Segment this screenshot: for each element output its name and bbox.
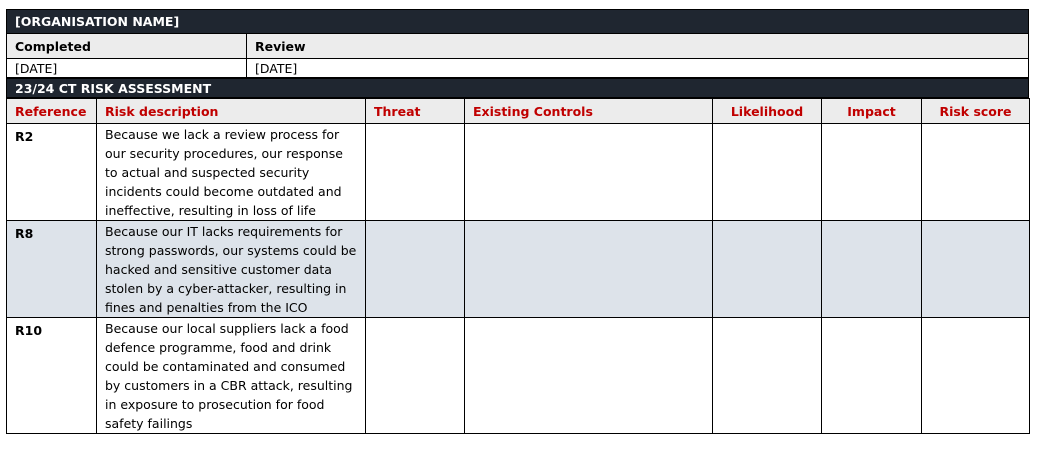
existing-controls-cell[interactable] xyxy=(465,124,713,221)
review-label: Review xyxy=(247,34,1028,59)
table-row xyxy=(7,221,1030,318)
threat-cell[interactable] xyxy=(366,318,465,434)
reference-cell[interactable]: R2 xyxy=(7,124,97,221)
likelihood-cell[interactable] xyxy=(713,221,822,318)
column-header-risk-description: Risk description xyxy=(97,99,366,124)
table-header-row xyxy=(7,99,1030,124)
organisation-name: [ORGANISATION NAME] xyxy=(15,14,180,29)
review-date[interactable]: [DATE] xyxy=(247,59,1028,78)
column-header-reference: Reference xyxy=(7,99,97,124)
likelihood-cell[interactable] xyxy=(713,318,822,434)
reference-cell[interactable]: R10 xyxy=(7,318,97,434)
column-header-existing-controls: Existing Controls xyxy=(465,99,713,124)
completed-date[interactable]: [DATE] xyxy=(7,59,247,78)
column-header-likelihood: Likelihood xyxy=(713,99,822,124)
threat-cell[interactable] xyxy=(366,124,465,221)
completed-label: Completed xyxy=(7,34,247,59)
threat-cell[interactable] xyxy=(366,221,465,318)
column-header-risk-score: Risk score xyxy=(922,99,1030,124)
dates-value-row xyxy=(6,59,1029,78)
risk-score-cell[interactable] xyxy=(922,124,1030,221)
column-header-impact: Impact xyxy=(822,99,922,124)
risk-score-cell[interactable] xyxy=(922,318,1030,434)
risk-assessment-sheet xyxy=(6,9,1029,434)
risk-score-cell[interactable] xyxy=(922,221,1030,318)
impact-cell[interactable] xyxy=(822,221,922,318)
likelihood-cell[interactable] xyxy=(713,124,822,221)
impact-cell[interactable] xyxy=(822,318,922,434)
section-title-bar xyxy=(6,78,1029,98)
risk-description-cell[interactable]: Because our local suppliers lack a food defence programme, food and drink could be contaminated and consumed by customers in a CBR attack, resulting in exposure to prosecution for food safety failings xyxy=(97,318,366,434)
existing-controls-cell[interactable] xyxy=(465,318,713,434)
section-title: 23/24 CT RISK ASSESSMENT xyxy=(15,80,212,96)
risk-description-cell[interactable]: Because our IT lacks requirements for strong passwords, our systems could be hacked and sensitive customer data stolen by a cyber-attacker, resulting in fines and penalties from the ICO xyxy=(97,221,366,318)
table-row xyxy=(7,318,1030,434)
column-header-threat: Threat xyxy=(366,99,465,124)
reference-cell[interactable]: R8 xyxy=(7,221,97,318)
organisation-title-bar xyxy=(6,9,1029,34)
dates-label-row xyxy=(6,34,1029,59)
risk-table xyxy=(6,98,1030,434)
risk-description-cell[interactable]: Because we lack a review process for our security procedures, our response to actual and suspected security incidents could become outdated and ineffective, resulting in loss of life xyxy=(97,124,366,221)
existing-controls-cell[interactable] xyxy=(465,221,713,318)
table-row xyxy=(7,124,1030,221)
impact-cell[interactable] xyxy=(822,124,922,221)
